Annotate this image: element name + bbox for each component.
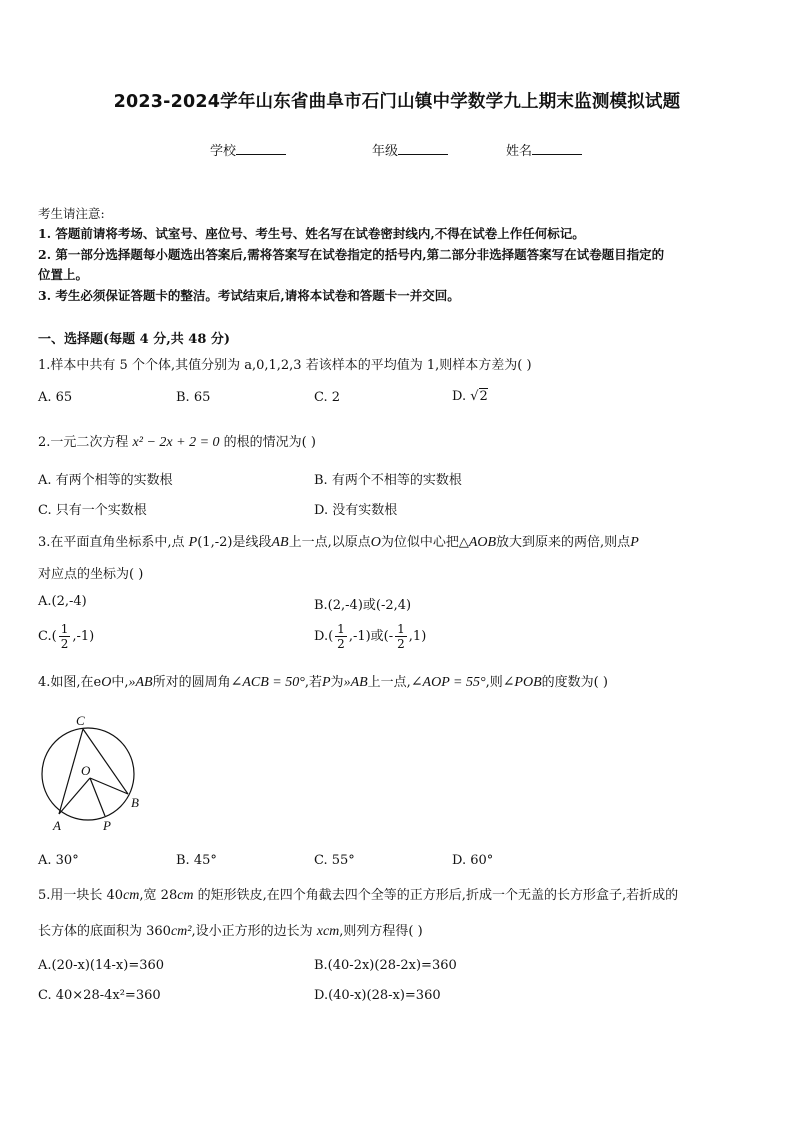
- grade-field[interactable]: [372, 140, 448, 159]
- chord-ca: [59, 729, 83, 814]
- q3-stem-c: 上一点,以原点: [288, 535, 371, 550]
- q4-stem-e: 为: [330, 675, 344, 690]
- page-title: 2023-2024学年山东省曲阜市石门山镇中学数学九上期末监测模拟试题: [113, 92, 681, 112]
- grade-blank[interactable]: [398, 143, 448, 155]
- q5-text-c: 的矩形铁皮,在四个角截去四个全等的正方形后,折成一个无盖的长方形盒子,若折成的: [193, 888, 679, 903]
- q3-option-a[interactable]: A.(2,-4): [38, 594, 87, 609]
- name-label: 姓名: [506, 144, 533, 159]
- q4-stem-g: ,则: [485, 675, 503, 690]
- q4-angle-pob: ∠POB: [502, 675, 542, 690]
- q1-option-a[interactable]: A. 65: [38, 390, 73, 405]
- fraction-numerator: 1: [60, 622, 69, 636]
- q4-stem-f: 上一点,: [367, 675, 411, 690]
- q4-option-b[interactable]: B. 45°: [176, 853, 217, 868]
- q5-unit-cm-2: cm: [177, 888, 194, 903]
- label-a: A: [53, 818, 61, 833]
- question-4-stem: [38, 671, 608, 691]
- q2-option-b[interactable]: B. 有两个不相等的实数根: [314, 473, 462, 488]
- q5-option-c[interactable]: C. 40×28-4x²=360: [38, 988, 161, 1003]
- q2-option-d[interactable]: D. 没有实数根: [314, 503, 398, 518]
- q3-option-c[interactable]: [38, 622, 94, 651]
- grade-label: 年级: [372, 144, 399, 159]
- q3-stem-d: 为位似中心把△: [380, 535, 469, 550]
- question-5-line-2: [38, 920, 423, 940]
- q1-option-b[interactable]: B. 65: [176, 390, 211, 405]
- name-field[interactable]: [506, 140, 582, 159]
- school-field[interactable]: [210, 140, 286, 159]
- q3-option-d-b: ,-1)或(-: [348, 629, 394, 644]
- q3-point-p: P: [188, 535, 198, 550]
- q2-equation: x² − 2x + 2 = 0: [132, 435, 220, 450]
- q4-angle-acb: ∠ACB = 50°: [230, 675, 305, 690]
- q5-option-b[interactable]: B.(40-2x)(28-2x)=360: [314, 958, 457, 973]
- q2-option-c[interactable]: C. 只有一个实数根: [38, 503, 147, 518]
- question-3-line-2: 对应点的坐标为( ): [38, 567, 144, 582]
- q5-text-a: 5.用一块长 40: [38, 888, 124, 903]
- q1-option-d[interactable]: [452, 389, 488, 404]
- q4-option-d[interactable]: D. 60°: [452, 853, 494, 868]
- q4-stem-b: 中,: [111, 675, 129, 690]
- q5-text-e: ,设小正方形的边长为: [191, 924, 317, 939]
- notice-item-2: 2. 第一部分选择题每小题选出答案后,需将答案写在试卷指定的括号内,第二部分非选择题答案写在试卷题目指定的: [38, 247, 665, 262]
- q4-stem-d: ,若: [304, 675, 322, 690]
- q3-point-p-2: P: [630, 535, 639, 550]
- question-2-stem: [38, 431, 316, 451]
- label-p: P: [103, 818, 111, 833]
- fraction: [335, 622, 347, 651]
- fraction-numerator: 1: [397, 622, 405, 636]
- q4-arc-ab-2: »AB: [343, 675, 368, 690]
- fraction: [59, 622, 71, 651]
- notice-item-2-cont: 位置上。: [38, 267, 89, 282]
- q3-stem-a: 3.在平面直角坐标系中,点: [38, 535, 189, 550]
- section-heading: 一、选择题(每题 4 分,共 48 分): [38, 332, 231, 347]
- q1-option-d-label: D.: [452, 389, 471, 404]
- q3-stem-e: 放大到原来的两倍,则点: [496, 535, 631, 550]
- q4-circle-o: O: [101, 675, 112, 690]
- q3-triangle-aob: AOB: [468, 535, 497, 550]
- q2-option-a[interactable]: A. 有两个相等的实数根: [38, 473, 173, 488]
- circle-diagram: [36, 712, 146, 838]
- question-5-line-1: [38, 884, 678, 904]
- q5-option-a[interactable]: A.(20-x)(14-x)=360: [38, 958, 165, 973]
- notice-item-1: 1. 答题前请将考场、试室号、座位号、考生号、姓名写在试卷密封线内,不得在试卷上作任何标记。: [38, 226, 585, 241]
- name-blank[interactable]: [532, 143, 582, 155]
- label-c: C: [76, 713, 85, 728]
- q4-option-a[interactable]: A. 30°: [38, 853, 79, 868]
- q5-unit-cm2: cm²: [170, 924, 192, 939]
- q3-option-c-b: ,-1): [72, 629, 95, 644]
- q1-option-c[interactable]: C. 2: [314, 390, 341, 405]
- q4-stem-h: 的度数为( ): [541, 675, 608, 690]
- q5-text-f: ,则列方程得( ): [339, 924, 423, 939]
- q3-option-d-c: ,1): [408, 629, 427, 644]
- fraction-denominator: 2: [397, 637, 405, 651]
- q3-segment-ab: AB: [271, 535, 289, 550]
- q4-angle-aop: ∠AOP = 55°: [410, 675, 486, 690]
- question-1-stem: 1.样本中共有 5 个个体,其值分别为 a,0,1,2,3 若该样本的平均值为 1,则样本方差为( ): [38, 358, 532, 373]
- label-b: B: [131, 795, 139, 810]
- q5-unit-cm: cm: [123, 888, 140, 903]
- q3-option-b[interactable]: B.(2,-4)或(-2,4): [314, 598, 412, 613]
- q3-option-d-a: D.(: [314, 629, 334, 644]
- q3-option-d[interactable]: [314, 622, 426, 651]
- fraction-denominator: 2: [60, 637, 69, 651]
- q4-stem-a: 4.如图,在e: [38, 675, 102, 690]
- q2-stem-b: 的根的情况为( ): [219, 435, 316, 450]
- fraction-numerator: 1: [337, 622, 345, 636]
- q5-option-d[interactable]: D.(40-x)(28-x)=360: [314, 988, 441, 1003]
- fraction-denominator: 2: [337, 637, 345, 651]
- q4-arc-ab: »AB: [128, 675, 153, 690]
- q2-stem-a: 2.一元二次方程: [38, 435, 133, 450]
- q5-variable-xcm: xcm: [316, 924, 340, 939]
- q4-stem-c: 所对的圆周角: [152, 675, 231, 690]
- q4-option-c[interactable]: C. 55°: [314, 853, 355, 868]
- fraction: [395, 622, 407, 651]
- question-3-stem: [38, 531, 639, 551]
- q3-stem-b: (1,-2)是线段: [197, 535, 272, 550]
- q1-option-d-radicand: 2: [479, 389, 488, 404]
- q5-text-b: ,宽 28: [139, 888, 178, 903]
- q4-point-p: P: [321, 675, 331, 690]
- label-o: O: [81, 763, 91, 778]
- q3-option-c-a: C.(: [38, 629, 57, 644]
- school-label: 学校: [210, 144, 237, 159]
- sqrt-symbol: √2: [470, 389, 488, 404]
- q5-text-d: 长方体的底面积为 360: [38, 924, 171, 939]
- notice-item-3: 3. 考生必须保证答题卡的整洁。考试结束后,请将本试卷和答题卡一并交回。: [38, 288, 460, 303]
- q3-origin-o: O: [370, 535, 381, 550]
- school-blank[interactable]: [236, 143, 286, 155]
- notice-heading: 考生请注意:: [38, 206, 105, 221]
